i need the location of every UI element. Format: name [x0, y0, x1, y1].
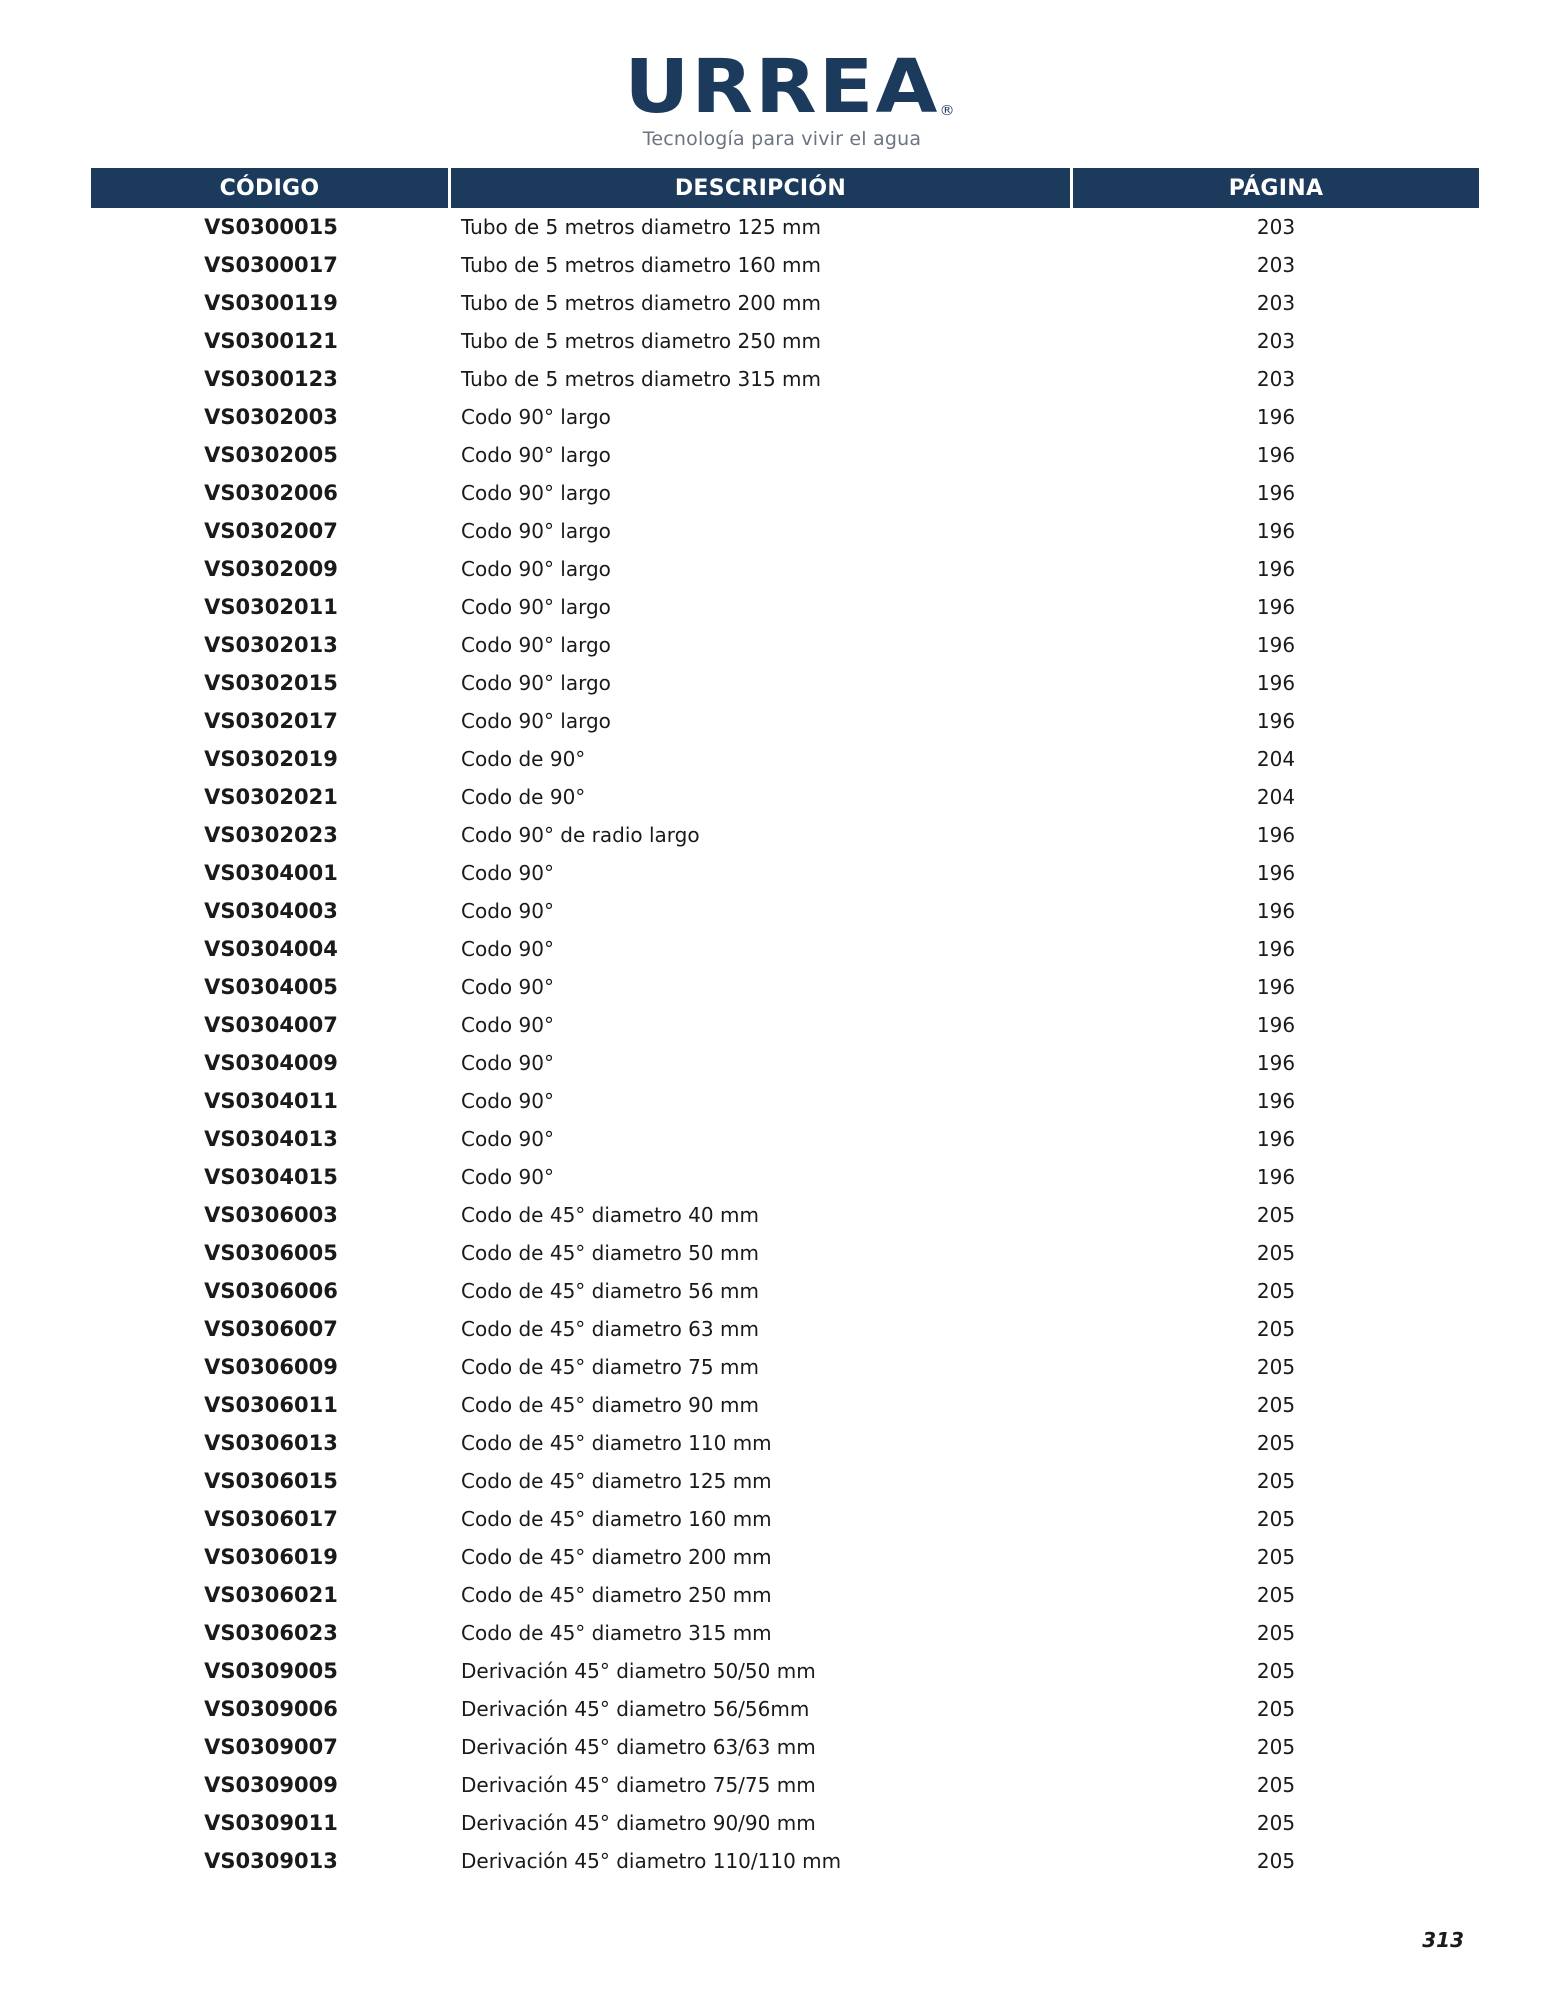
product-code: VS0309007 [204, 1735, 338, 1759]
product-description: Tubo de 5 metros diametro 250 mm [461, 329, 822, 353]
product-code: VS0302003 [204, 405, 338, 429]
table-row [91, 664, 1479, 702]
catalog-page: 205 [1256, 1279, 1296, 1303]
table-row [91, 1120, 1479, 1158]
table-row [91, 1234, 1479, 1272]
product-code: VS0306021 [204, 1583, 338, 1607]
catalog-page: 196 [1256, 481, 1296, 505]
product-code: VS0306013 [204, 1431, 338, 1455]
table-row [91, 436, 1479, 474]
product-code: VS0302005 [204, 443, 338, 467]
product-code: VS0302007 [204, 519, 338, 543]
page-number: 313 [1422, 1928, 1464, 1952]
product-code: VS0302013 [204, 633, 338, 657]
table-row [91, 1196, 1479, 1234]
product-description: Codo 90° largo [461, 633, 611, 657]
catalog-page: 196 [1256, 1051, 1296, 1075]
brand-logo [624, 44, 957, 130]
catalog-page: 205 [1256, 1697, 1296, 1721]
product-code: VS0309005 [204, 1659, 338, 1683]
product-description: Codo de 45° diametro 63 mm [461, 1317, 759, 1341]
catalog-page: 205 [1256, 1621, 1296, 1645]
product-code: VS0306017 [204, 1507, 338, 1531]
registered-mark: ® [939, 103, 957, 119]
product-description: Codo de 45° diametro 50 mm [461, 1241, 759, 1265]
catalog-page: 196 [1256, 937, 1296, 961]
catalog-page: 196 [1256, 671, 1296, 695]
product-code: VS0309013 [204, 1849, 338, 1873]
catalog-page: 205 [1256, 1203, 1296, 1227]
catalog-page: 203 [1256, 291, 1296, 315]
table-row [91, 246, 1479, 284]
table-row [91, 1652, 1479, 1690]
product-code: VS0306003 [204, 1203, 338, 1227]
catalog-page: 205 [1256, 1811, 1296, 1835]
table-row [91, 208, 1479, 246]
catalog-page: 203 [1256, 215, 1296, 239]
product-code: VS0306005 [204, 1241, 338, 1265]
table-row [91, 360, 1479, 398]
table-row [91, 740, 1479, 778]
table-row [91, 550, 1479, 588]
table-body [91, 208, 1479, 1880]
product-code: VS0306019 [204, 1545, 338, 1569]
brand-name: URREA [624, 44, 940, 130]
product-description: Derivación 45° diametro 63/63 mm [461, 1735, 816, 1759]
product-code: VS0302021 [204, 785, 338, 809]
product-code: VS0304001 [204, 861, 338, 885]
column-header-description: DESCRIPCIÓN [451, 168, 1073, 208]
column-header-page: PÁGINA [1073, 168, 1479, 208]
table-row [91, 1310, 1479, 1348]
product-code: VS0300123 [204, 367, 338, 391]
table-row [91, 512, 1479, 550]
product-code: VS0302011 [204, 595, 338, 619]
product-description: Codo 90° de radio largo [461, 823, 700, 847]
catalog-page: 205 [1256, 1659, 1296, 1683]
table-row [91, 1386, 1479, 1424]
product-description: Codo 90° [461, 861, 554, 885]
catalog-page: 196 [1256, 1013, 1296, 1037]
product-description: Codo 90° largo [461, 481, 611, 505]
product-description: Codo de 45° diametro 75 mm [461, 1355, 759, 1379]
product-description: Codo de 45° diametro 56 mm [461, 1279, 759, 1303]
table-row [91, 968, 1479, 1006]
product-description: Codo 90° [461, 1165, 554, 1189]
product-code: VS0306023 [204, 1621, 338, 1645]
product-description: Codo 90° largo [461, 557, 611, 581]
table-row [91, 778, 1479, 816]
product-code: VS0304013 [204, 1127, 338, 1151]
product-code: VS0306015 [204, 1469, 338, 1493]
product-description: Codo de 45° diametro 250 mm [461, 1583, 772, 1607]
catalog-page: 205 [1256, 1393, 1296, 1417]
product-description: Tubo de 5 metros diametro 125 mm [461, 215, 822, 239]
table-row [91, 1348, 1479, 1386]
catalog-page: 205 [1256, 1773, 1296, 1797]
product-description: Codo 90° [461, 937, 554, 961]
catalog-page: 196 [1256, 557, 1296, 581]
product-code: VS0309006 [204, 1697, 338, 1721]
table-row [91, 1424, 1479, 1462]
table-row [91, 1006, 1479, 1044]
product-code: VS0300015 [204, 215, 338, 239]
catalog-page: 203 [1256, 253, 1296, 277]
product-description: Codo 90° largo [461, 405, 611, 429]
catalog-page: 205 [1256, 1583, 1296, 1607]
table-row [91, 930, 1479, 968]
catalog-page: 205 [1256, 1849, 1296, 1873]
product-description: Codo 90° largo [461, 671, 611, 695]
catalog-page: 204 [1256, 747, 1296, 771]
product-code: VS0309011 [204, 1811, 338, 1835]
product-code: VS0306011 [204, 1393, 338, 1417]
table-row [91, 1728, 1479, 1766]
product-description: Codo de 90° [461, 785, 586, 809]
product-description: Codo de 45° diametro 90 mm [461, 1393, 759, 1417]
column-header-code: CÓDIGO [91, 168, 451, 208]
product-description: Codo 90° largo [461, 709, 611, 733]
table-row [91, 1044, 1479, 1082]
product-description: Codo 90° [461, 1089, 554, 1113]
table-header-row [91, 168, 1479, 208]
table-row [91, 1842, 1479, 1880]
catalog-page: 196 [1256, 823, 1296, 847]
catalog-page: 205 [1256, 1507, 1296, 1531]
product-description: Codo de 45° diametro 315 mm [461, 1621, 772, 1645]
catalog-page: 196 [1256, 1165, 1296, 1189]
product-description: Codo 90° [461, 1051, 554, 1075]
product-code: VS0306006 [204, 1279, 338, 1303]
product-code: VS0302023 [204, 823, 338, 847]
catalog-page: 203 [1256, 329, 1296, 353]
product-code: VS0302019 [204, 747, 338, 771]
product-description: Derivación 45° diametro 110/110 mm [461, 1849, 842, 1873]
catalog-page: 204 [1256, 785, 1296, 809]
product-description: Codo de 45° diametro 160 mm [461, 1507, 772, 1531]
catalog-page: 196 [1256, 975, 1296, 999]
product-code: VS0304004 [204, 937, 338, 961]
product-code: VS0302015 [204, 671, 338, 695]
catalog-page: 196 [1256, 443, 1296, 467]
table-row [91, 892, 1479, 930]
catalog-page: 205 [1256, 1469, 1296, 1493]
catalog-page: 196 [1256, 709, 1296, 733]
catalog-page: 205 [1256, 1545, 1296, 1569]
catalog-page: 205 [1256, 1431, 1296, 1455]
product-description: Codo de 45° diametro 200 mm [461, 1545, 772, 1569]
catalog-page: 196 [1256, 519, 1296, 543]
product-description: Codo de 90° [461, 747, 586, 771]
product-description: Codo 90° largo [461, 443, 611, 467]
product-code: VS0304005 [204, 975, 338, 999]
product-code: VS0304003 [204, 899, 338, 923]
catalog-page: 196 [1256, 861, 1296, 885]
product-code: VS0302009 [204, 557, 338, 581]
table-row [91, 474, 1479, 512]
catalog-page: 196 [1256, 1089, 1296, 1113]
product-code: VS0306007 [204, 1317, 338, 1341]
table-row [91, 398, 1479, 436]
table-row [91, 1158, 1479, 1196]
product-description: Codo de 45° diametro 125 mm [461, 1469, 772, 1493]
table-row [91, 1614, 1479, 1652]
catalog-page: 205 [1256, 1355, 1296, 1379]
product-code: VS0300017 [204, 253, 338, 277]
catalog-page: 196 [1256, 899, 1296, 923]
table-row [91, 1804, 1479, 1842]
product-description: Codo 90° largo [461, 595, 611, 619]
product-description: Codo 90° largo [461, 519, 611, 543]
product-code: VS0309009 [204, 1773, 338, 1797]
product-description: Codo 90° [461, 1127, 554, 1151]
catalog-page: 203 [1256, 367, 1296, 391]
table-row [91, 1538, 1479, 1576]
product-code: VS0304007 [204, 1013, 338, 1037]
product-description: Derivación 45° diametro 56/56mm [461, 1697, 810, 1721]
table-row [91, 1082, 1479, 1120]
table-row [91, 1766, 1479, 1804]
table-row [91, 284, 1479, 322]
table-row [91, 1462, 1479, 1500]
product-description: Derivación 45° diametro 50/50 mm [461, 1659, 816, 1683]
product-code: VS0306009 [204, 1355, 338, 1379]
table-row [91, 702, 1479, 740]
product-description: Codo de 45° diametro 110 mm [461, 1431, 772, 1455]
table-row [91, 322, 1479, 360]
product-code: VS0304015 [204, 1165, 338, 1189]
table-row [91, 1690, 1479, 1728]
table-row [91, 588, 1479, 626]
product-description: Tubo de 5 metros diametro 315 mm [461, 367, 822, 391]
product-description: Codo 90° [461, 899, 554, 923]
product-description: Codo de 45° diametro 40 mm [461, 1203, 759, 1227]
table-row [91, 626, 1479, 664]
table-row [91, 1576, 1479, 1614]
product-code: VS0304011 [204, 1089, 338, 1113]
catalog-page: 196 [1256, 633, 1296, 657]
brand-tagline: Tecnología para vivir el agua [642, 128, 922, 150]
product-code: VS0302006 [204, 481, 338, 505]
catalog-page: 196 [1256, 1127, 1296, 1151]
product-description: Codo 90° [461, 975, 554, 999]
catalog-page: 196 [1256, 595, 1296, 619]
catalog-page: 205 [1256, 1241, 1296, 1265]
catalog-page: 205 [1256, 1735, 1296, 1759]
table-row [91, 816, 1479, 854]
product-code: VS0300119 [204, 291, 338, 315]
product-description: Derivación 45° diametro 90/90 mm [461, 1811, 816, 1835]
catalog-page: 196 [1256, 405, 1296, 429]
product-code: VS0304009 [204, 1051, 338, 1075]
product-description: Tubo de 5 metros diametro 200 mm [461, 291, 822, 315]
product-description: Codo 90° [461, 1013, 554, 1037]
product-description: Derivación 45° diametro 75/75 mm [461, 1773, 816, 1797]
table-row [91, 1500, 1479, 1538]
product-table [91, 168, 1479, 1880]
catalog-page: 205 [1256, 1317, 1296, 1341]
page-header [0, 44, 1564, 150]
product-code: VS0302017 [204, 709, 338, 733]
table-row [91, 1272, 1479, 1310]
product-code: VS0300121 [204, 329, 338, 353]
table-row [91, 854, 1479, 892]
product-description: Tubo de 5 metros diametro 160 mm [461, 253, 822, 277]
